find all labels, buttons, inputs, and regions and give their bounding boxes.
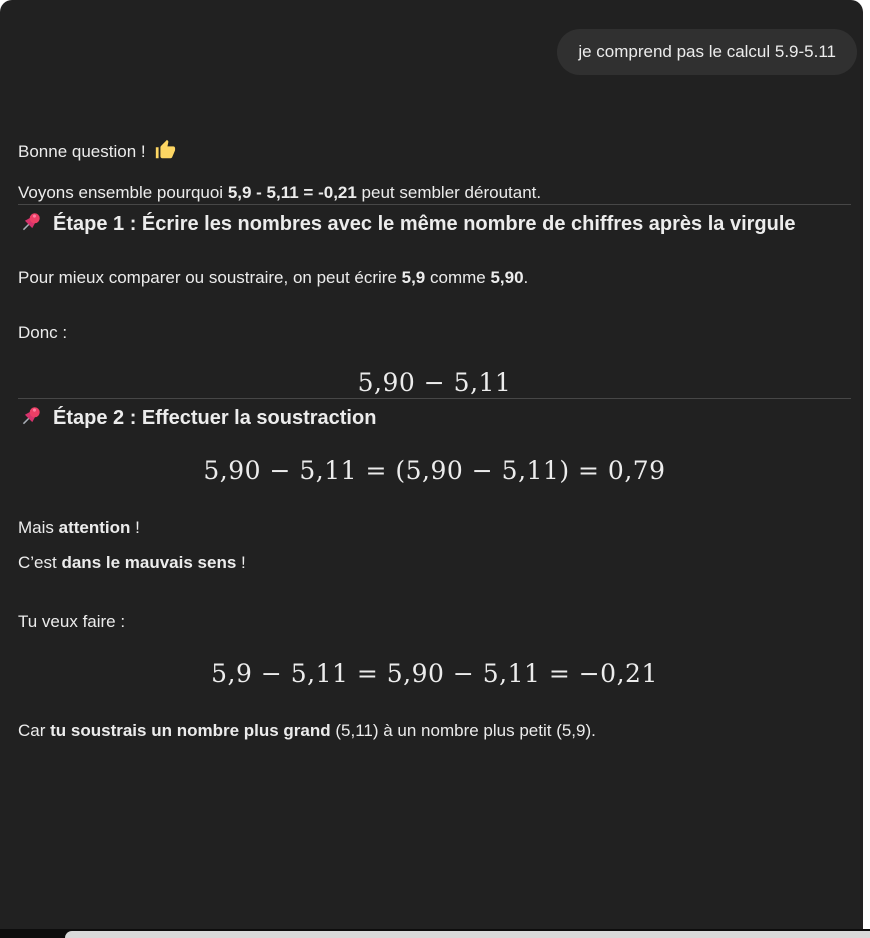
user-message-row <box>0 29 857 75</box>
assistant-message <box>0 139 863 742</box>
intro-line-1-text: Bonne question ! <box>18 142 146 161</box>
step1-heading-text: Étape 1 : Écrire les nombres avec le même nombre de chiffres après la virgule <box>53 213 796 235</box>
bottom-strip <box>0 929 870 938</box>
warning-bold: attention <box>58 518 131 537</box>
wrong-direction-post: ! <box>236 553 246 572</box>
pushpin-icon <box>18 404 43 442</box>
composer-input-top-edge[interactable] <box>65 931 870 938</box>
explanation-post: (5,11) à un nombre plus petit (5,9). <box>330 721 596 740</box>
math-block-step2: 5,90 − 5,11 = (5,90 − 5,11) = 0,79 <box>203 456 666 485</box>
step2-heading <box>18 399 851 442</box>
step1-paragraph-mid: comme <box>425 268 491 287</box>
step1-paragraph-pre: Pour mieux comparer ou soustraire, on peut écrire <box>18 268 402 287</box>
explanation-bold: tu soustrais un nombre plus grand <box>50 721 331 740</box>
intro-line-1 <box>18 139 851 167</box>
page-right-gutter <box>863 0 870 930</box>
explanation-line <box>18 719 851 742</box>
intro-line-2-post: peut sembler déroutant. <box>356 183 542 202</box>
intro-line-2 <box>18 181 851 204</box>
thumbs-up-icon <box>154 139 176 167</box>
wrong-direction-pre: C’est <box>18 553 62 572</box>
pushpin-icon <box>18 210 43 248</box>
step1-paragraph-post: . <box>523 268 529 287</box>
step1-paragraph-bold1: 5,9 <box>401 268 426 287</box>
warning-line <box>18 516 851 539</box>
intro-line-2-bold: 5,9 - 5,11 = -0,21 <box>227 183 357 202</box>
wrong-direction-bold: dans le mauvais sens <box>61 553 237 572</box>
step1-heading <box>18 205 851 248</box>
wrong-direction-line <box>18 551 851 574</box>
explanation-pre: Car <box>18 721 51 740</box>
step1-paragraph-bold2: 5,90 <box>490 268 524 287</box>
donc-label: Donc : <box>18 323 68 342</box>
warning-post: ! <box>130 518 140 537</box>
math-block-step1: 5,90 − 5,11 <box>357 368 512 397</box>
user-message-bubble[interactable] <box>557 29 857 75</box>
math-block-goal: 5,9 − 5,11 = 5,90 − 5,11 = −0,21 <box>211 659 658 688</box>
intro-line-2-pre: Voyons ensemble pourquoi <box>18 183 228 202</box>
goal-label: Tu veux faire : <box>18 612 126 631</box>
step1-paragraph <box>18 266 851 289</box>
user-message-text: je comprend pas le calcul 5.9-5.11 <box>578 42 836 61</box>
warning-pre: Mais <box>18 518 59 537</box>
step2-heading-text: Étape 2 : Effectuer la soustraction <box>53 407 377 429</box>
